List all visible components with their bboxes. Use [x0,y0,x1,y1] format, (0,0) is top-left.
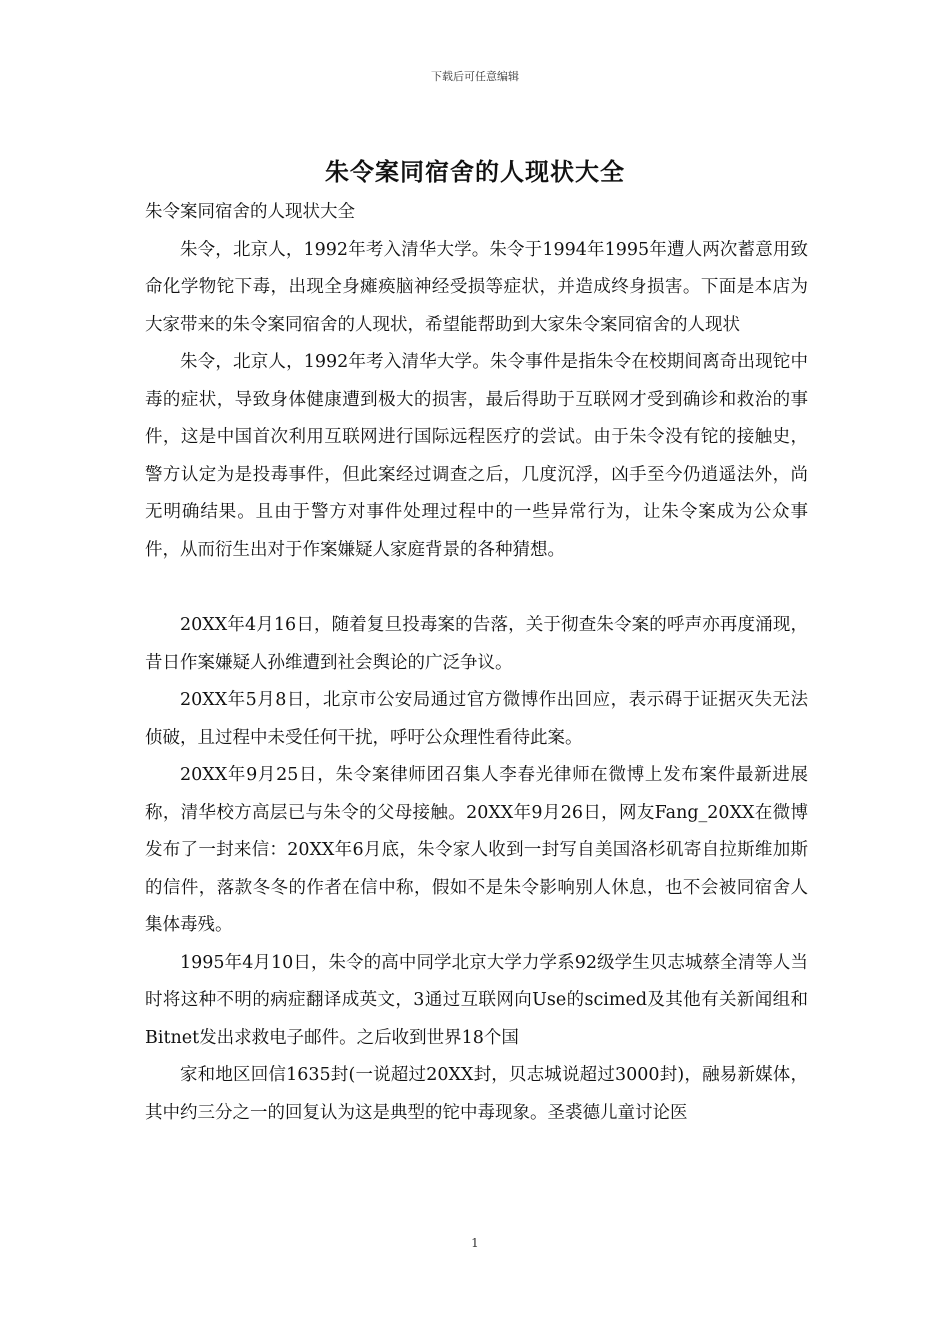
page-number: 1 [471,1236,479,1250]
document-body [145,194,808,1132]
body-paragraph: 朱令，北京人，1992年考入清华大学。朱令事件是指朱令在校期间离奇出现铊中毒的症状，导致身体健康遭到极大的损害，最后得助于互联网才受到确诊和救治的事件，这是中国首次利用互联网进行国际远程医疗的尝试。由于朱令没有铊的接触史，警方认定为是投毒事件，但此案经过调查之后，几度沉浮，凶手至今仍逍遥法外，尚无明确结果。且由于警方对事件处理过程中的一些异常行为，让朱令案成为公众事件，从而衍生出对于作案嫌疑人家庭背景的各种猜想。 [145,352,808,560]
body-paragraph: 朱令，北京人，1992年考入清华大学。朱令于1994年1995年遭人两次蓄意用致命化学物铊下毒，出现全身瘫痪脑神经受损等症状，并造成终身损害。下面是本店为大家带来的朱令案同宿舍的人现状，希望能帮助到大家朱令案同宿舍的人现状 [145,239,808,335]
paragraph-spacer [145,569,808,607]
body-paragraph: 1995年4月10日，朱令的高中同学北京大学力学系92级学生贝志城蔡全清等人当时将这种不明的病症翻译成英文，3通过互联网向Use的scimed及其他有关新闻组和Bitnet发出求救电子邮件。之后收到世界18个国 [145,952,808,1048]
subtitle-paragraph: 朱令案同宿舍的人现状大全 [145,202,355,222]
page-header-note: 下载后可任意编辑 [431,70,519,83]
body-paragraph: 20XX年5月8日，北京市公安局通过官方微博作出回应，表示碍于证据灭失无法侦破，且过程中未受任何干扰，呼吁公众理性看待此案。 [145,690,808,748]
document-title: 朱令案同宿舍的人现状大全 [325,158,625,186]
body-paragraph: 家和地区回信1635封(一说超过20XX封，贝志城说超过3000封)，融易新媒体，其中约三分之一的回复认为这是典型的铊中毒现象。圣裘德儿童讨论医 [145,1065,808,1123]
body-paragraph: 20XX年4月16日，随着复旦投毒案的告落，关于彻查朱令案的呼声亦再度涌现，昔日作案嫌疑人孙维遭到社会舆论的广泛争议。 [145,615,808,673]
body-paragraph: 20XX年9月25日，朱令案律师团召集人李春光律师在微博上发布案件最新进展称，清华校方高层已与朱令的父母接触。20XX年9月26日，网友Fang_20XX在微博发布了一封来信：20XX年6月底，朱令家人收到一封写自美国洛杉矶寄自拉斯维加斯的信件，落款冬冬的作者在信中称，假如不是朱令影响别人休息，也不会被同宿舍人集体毒残。 [145,765,808,935]
